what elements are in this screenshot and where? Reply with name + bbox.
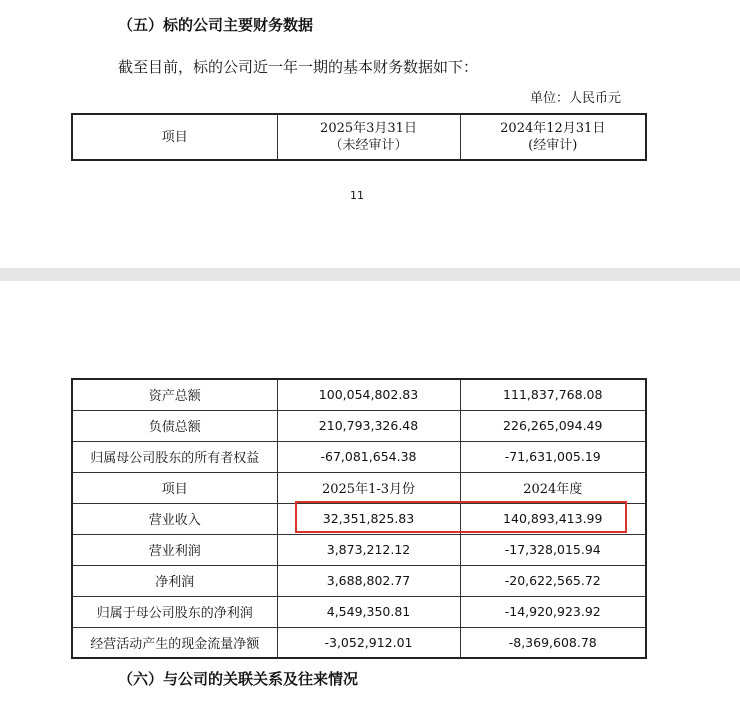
header-2025-note: （未经审计） [329, 138, 408, 153]
financial-table-header [71, 113, 647, 161]
table-subheader-row [72, 472, 646, 503]
unit-label: 单位：人民币元 [530, 91, 622, 106]
row-value-2025: 4,549,350.81 [277, 596, 460, 627]
header-2025-cell [277, 114, 460, 160]
section-title-6: （六）与公司的关联关系及往来情况 [118, 670, 359, 688]
row-value-2025: 3,873,212.12 [277, 534, 460, 565]
row-label: 营业利润 [72, 534, 277, 565]
row-label: 归属母公司股东的所有者权益 [72, 441, 277, 472]
row-value-2025: -67,081,654.38 [277, 441, 460, 472]
header-2024-date: 2024年12月31日 [500, 121, 606, 136]
row-label: 营业收入 [72, 503, 277, 534]
row-label: 负债总额 [72, 410, 277, 441]
row-period-2024: 2024年度 [460, 472, 646, 503]
section-title-5: （五）标的公司主要财务数据 [118, 16, 314, 34]
row-value-2024: 111,837,768.08 [460, 379, 646, 410]
row-value-2024: 140,893,413.99 [460, 503, 646, 534]
table-row [72, 565, 646, 596]
row-value-2025: -3,052,912.01 [277, 627, 460, 658]
intro-text: 截至目前，标的公司近一年一期的基本财务数据如下： [118, 58, 479, 76]
page-number: 11 [350, 189, 364, 202]
row-label: 归属于母公司股东的净利润 [72, 596, 277, 627]
table-header-row [72, 114, 646, 160]
table-row-highlighted [72, 503, 646, 534]
row-value-2025: 3,688,802.77 [277, 565, 460, 596]
header-item-cell: 项目 [72, 114, 277, 160]
table-row [72, 410, 646, 441]
table-row [72, 379, 646, 410]
row-value-2025: 32,351,825.83 [277, 503, 460, 534]
row-value-2025: 210,793,326.48 [277, 410, 460, 441]
row-label: 经营活动产生的现金流量净额 [72, 627, 277, 658]
table-row [72, 596, 646, 627]
row-value-2024: 226,265,094.49 [460, 410, 646, 441]
table-row [72, 534, 646, 565]
row-value-2024: -8,369,608.78 [460, 627, 646, 658]
header-2024-cell [460, 114, 646, 160]
page-separator [0, 268, 740, 281]
row-value-2024: -14,920,923.92 [460, 596, 646, 627]
table-row [72, 627, 646, 658]
row-label: 资产总额 [72, 379, 277, 410]
row-value-2024: -71,631,005.19 [460, 441, 646, 472]
row-value-2025: 100,054,802.83 [277, 379, 460, 410]
row-value-2024: -20,622,565.72 [460, 565, 646, 596]
row-label: 净利润 [72, 565, 277, 596]
financial-table-body [71, 378, 647, 659]
header-2024-note: (经审计) [528, 138, 578, 153]
row-period-2025: 2025年1-3月份 [277, 472, 460, 503]
table-row [72, 441, 646, 472]
row-value-2024: -17,328,015.94 [460, 534, 646, 565]
header-2025-date: 2025年3月31日 [320, 121, 417, 136]
row-label: 项目 [72, 472, 277, 503]
